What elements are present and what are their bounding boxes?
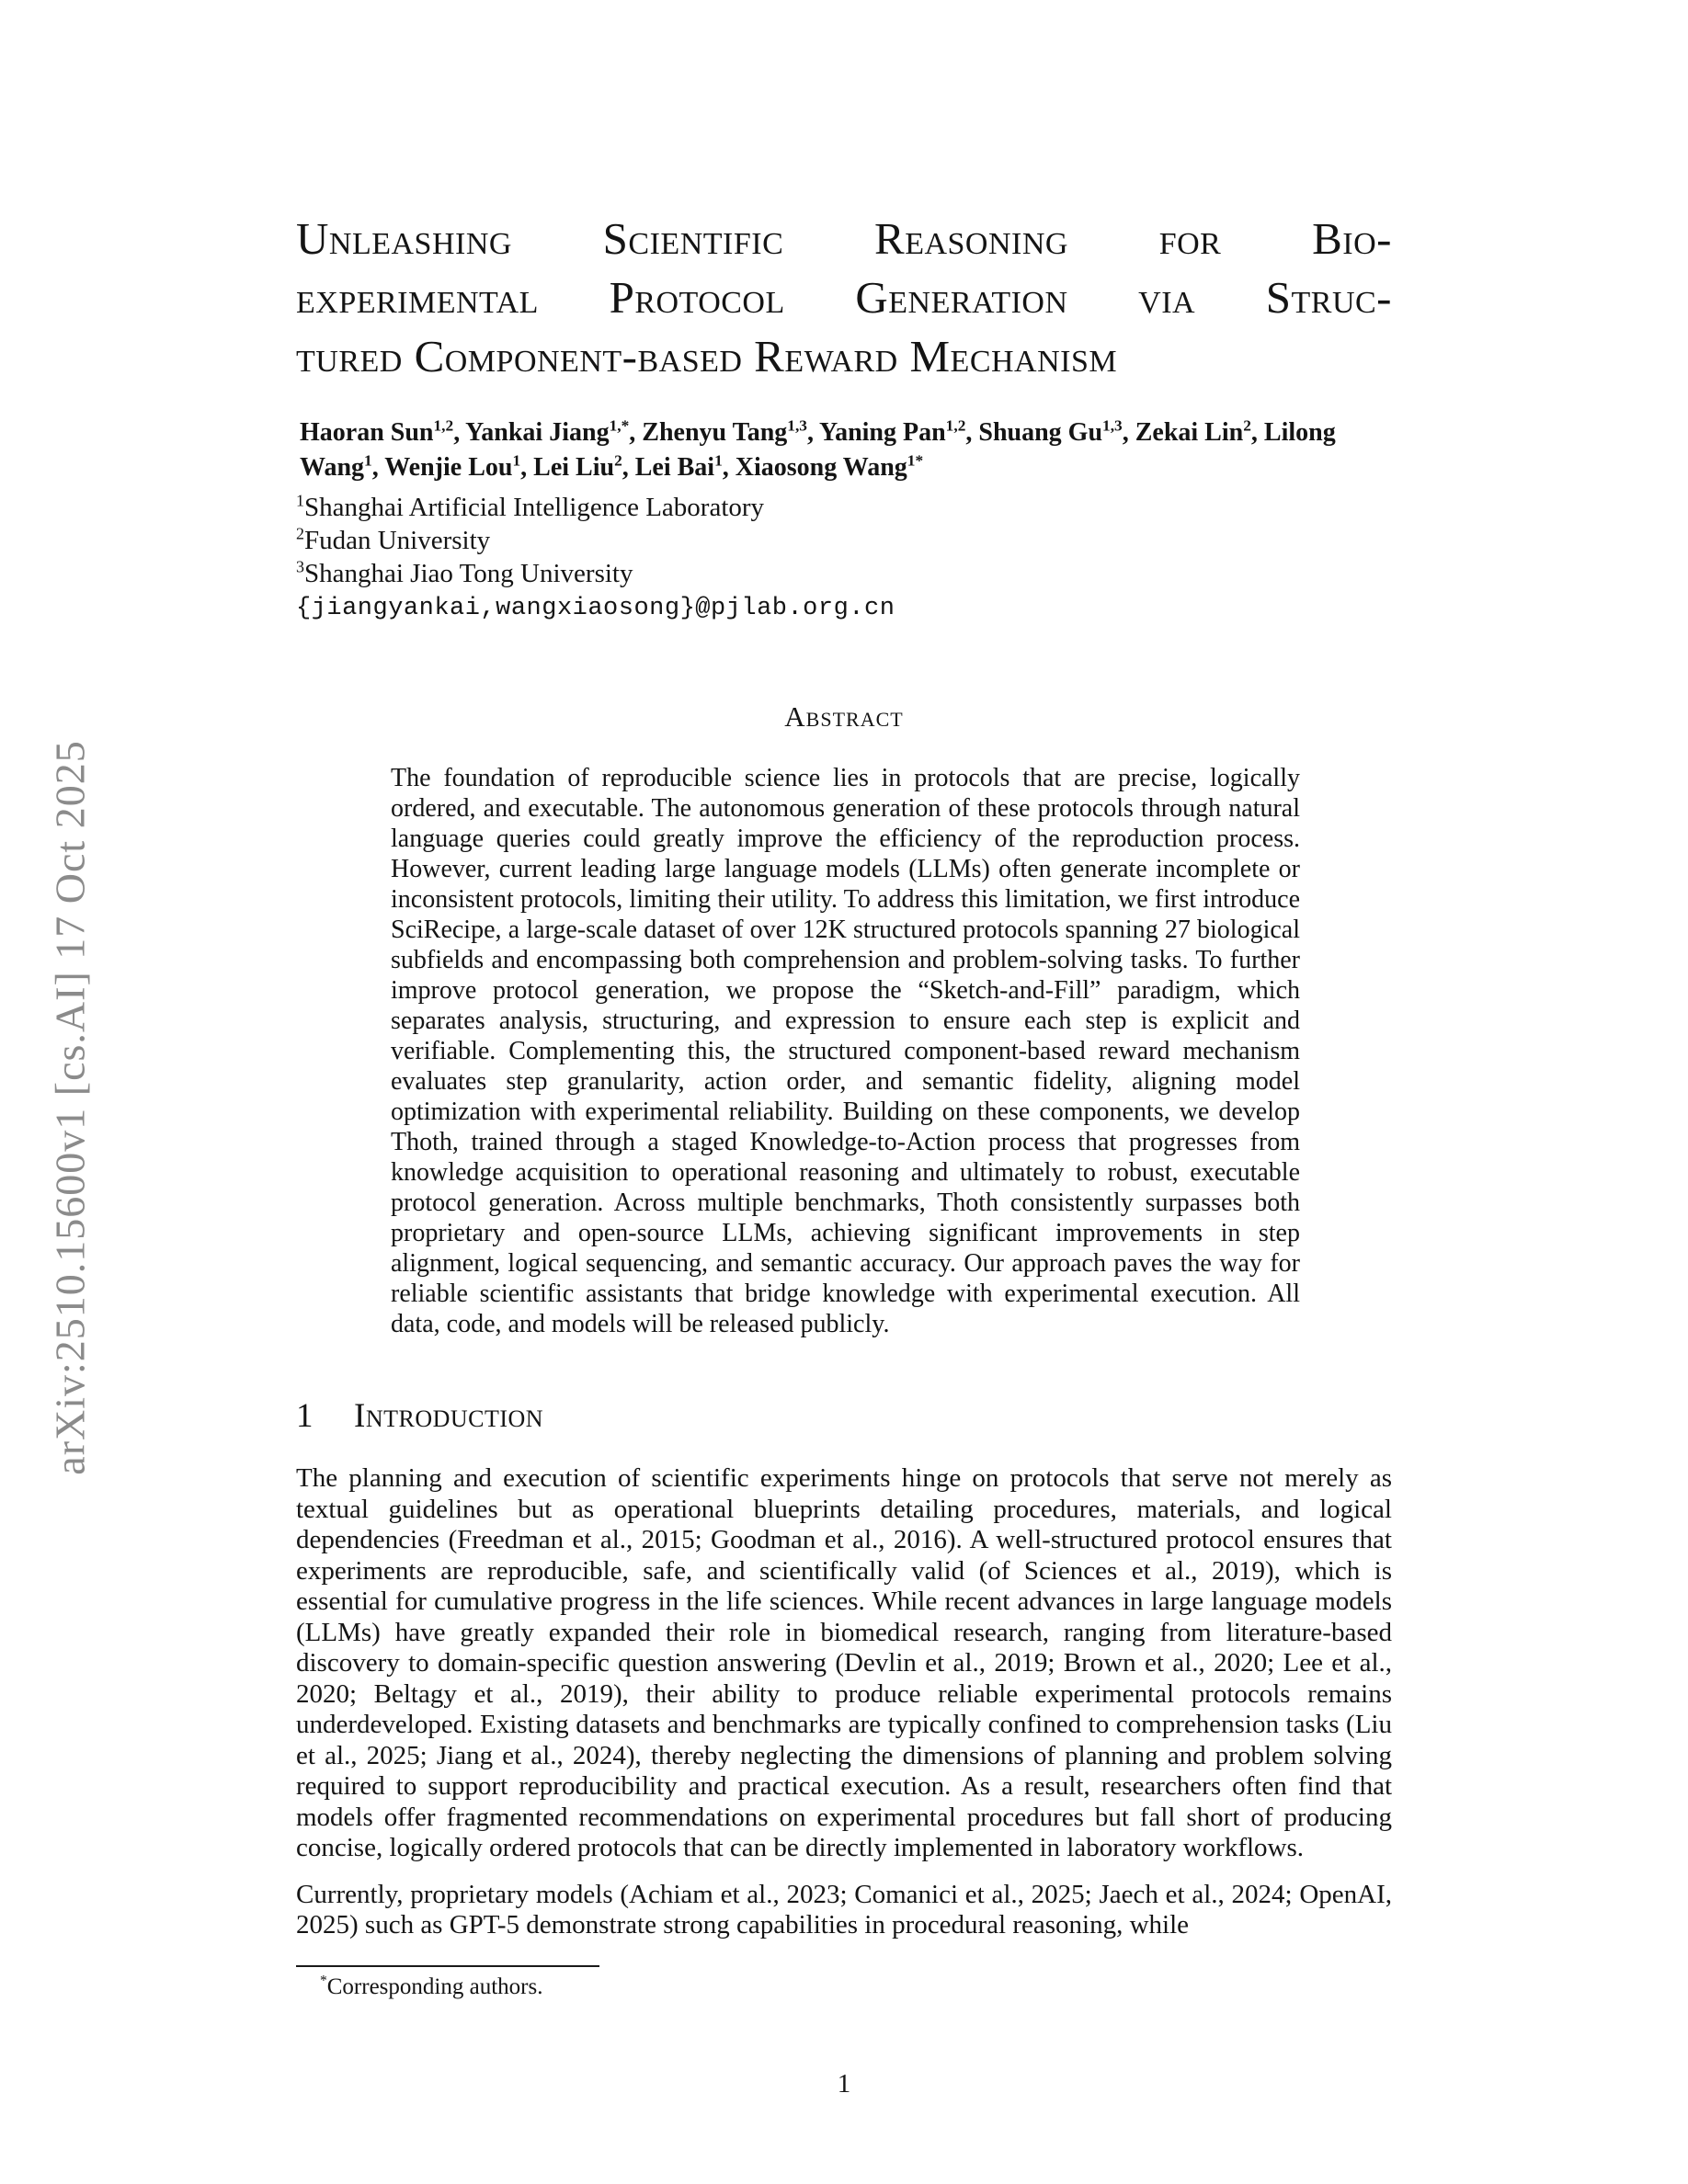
title-line: tured Component-based Reward Mechanism	[296, 331, 1118, 381]
author: Zekai Lin$^2$	[1135, 416, 1251, 447]
affiliation: $^2$Fudan University	[296, 524, 491, 555]
paper-title	[296, 210, 1392, 386]
affiliation: $^3$Shanghai Jiao Tong University	[296, 557, 633, 588]
footnote-rule	[296, 1965, 599, 1967]
author: Zhenyu Tang$^{1,3}$	[642, 416, 807, 447]
page-content	[296, 0, 1392, 2000]
footnote-label: Corresponding authors.	[326, 1974, 543, 1999]
footnote-marker: *	[320, 1973, 327, 1989]
abstract-text: The foundation of reproducible science lies in protocols that are precise, logically ordered, and executable. The autonomous generation of these protocols through natural language queries could greatly improve the efficiency of the reproduction process. However, current leading large language models (LLMs) often generate incomplete or inconsistent protocols, limiting their utility. To address this limitation, we first introduce SciRecipe, a large-scale dataset of over 12K structured protocols spanning 27 biological subfields and encompassing both comprehension and problem-solving tasks. To further improve protocol generation, we propose the “Sketch-and-Fill” paradigm, which separates analysis, structuring, and expression to ensure each step is explicit and verifiable. Complementing this, the structured component-based reward mechanism evaluates step granularity, action order, and semantic fidelity, aligning model optimization with experimental reliability. Building on these components, we develop Thoth, trained through a staged Knowledge-to-Action process that progresses from knowledge acquisition to operational reasoning and ultimately to robust, executable protocol generation. Across multiple benchmarks, Thoth consistently surpasses both proprietary and open-source LLMs, achieving significant improvements in step alignment, logical sequencing, and semantic accuracy. Our approach paves the way for reliable scientific assistants that bridge knowledge with experimental execution. All data, code, and models will be released publicly.	[391, 764, 1300, 1338]
arxiv-watermark: arXiv:2510.15600v1 [cs.AI] 17 Oct 2025	[46, 740, 94, 1475]
section-number: 1	[296, 1397, 314, 1435]
author: Shuang Gu$^{1,3}$	[978, 416, 1123, 447]
author: Lei Liu$^2$	[533, 451, 622, 482]
author: Yaning Pan$^{1,2}$	[818, 416, 966, 447]
footnote	[296, 1965, 1392, 2000]
affiliation-list	[296, 491, 1392, 590]
section-title: Introduction	[354, 1397, 544, 1435]
author: Wenjie Lou$^1$	[384, 451, 521, 482]
author-list: Haoran Sun$^{1,2}$, Yankai Jiang$^{1,*}$, Zhenyu Tang$^{1,3}$, Yaning Pan$^{1,2}$, Shuang Gu$^{1,3}$, Zekai Lin$^2$, Lilong Wang$^1$, Wenjie Lou$^1$, Lei Liu$^2$, Lei Bai$^1$, Xiaosong Wang$^{1*}$	[300, 416, 1336, 482]
footnote-text	[296, 1974, 1392, 2000]
abstract-heading: Abstract	[784, 700, 904, 733]
title-line: Unleashing Scientific Reasoning for Bio-	[296, 213, 1392, 264]
author: Haoran Sun$^{1,2}$	[300, 416, 454, 447]
section-heading-introduction	[296, 1396, 1392, 1436]
contact-email: {jiangyankai,wangxiaosong}@pjlab.org.cn	[296, 595, 895, 622]
intro-paragraph-1: The planning and execution of scientific experiments hinge on protocols that serve not merely as textual guidelines but as operational blueprints detailing procedures, materials, and logical dependencies (Freedman et al., 2015; Goodman et al., 2016). A well-structured protocol ensures that experiments are reproducible, safe, and scientifically valid (of Sciences et al., 2019), which is essential for cumulative progress in the life sciences. While recent advances in large language models (LLMs) have greatly expanded their role in biomedical research, ranging from literature-based discovery to domain-specific question answering (Devlin et al., 2019; Brown et al., 2020; Lee et al., 2020; Beltagy et al., 2019), their ability to produce reliable experimental protocols remains underdeveloped. Existing datasets and benchmarks are typically confined to comprehension tasks (Liu et al., 2025; Jiang et al., 2024), thereby neglecting the dimensions of planning and problem solving required to support reproducibility and practical execution. As a result, researchers often find that models offer fragmented recommendations on experimental procedures but fall short of producing concise, logically ordered protocols that can be directly implemented in laboratory workflows.	[296, 1463, 1392, 1862]
intro-paragraph-2: Currently, proprietary models (Achiam et al., 2023; Comanici et al., 2025; Jaech et al., 2024; OpenAI, 2025) such as GPT-5 demonstrate strong capabilities in procedural reasoning, while	[296, 1879, 1392, 1939]
affiliation: $^1$Shanghai Artificial Intelligence Laboratory	[296, 491, 765, 522]
author: Xiaosong Wang$^{1*}$	[735, 451, 924, 482]
author: Lilong Wang$^1$	[300, 418, 1336, 482]
title-line: experimental Protocol Generation via Struc-	[296, 272, 1392, 323]
page-number: 1	[837, 2069, 851, 2099]
author: Yankai Jiang$^{1,*}$	[465, 416, 630, 447]
author: Lei Bai$^1$	[634, 451, 723, 482]
